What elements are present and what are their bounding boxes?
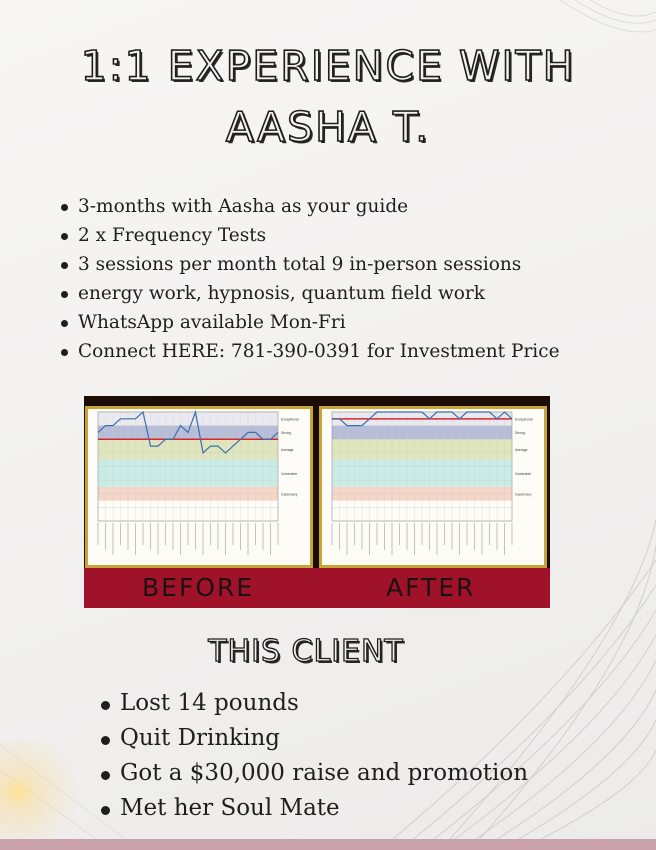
zone-label: Exceptional [515,417,533,422]
comparison-label-bar [84,568,550,608]
result-item: Met her Soul Mate [120,791,528,826]
feature-item: 3-months with Aasha as your guide [78,192,560,221]
zone-label: Cautionary [515,492,532,497]
page-title-line-2: AASHA T. [225,103,431,151]
after-label: AFTER [386,573,476,602]
client-results-list [98,686,528,826]
zone-label: Average [515,447,528,452]
after-frequency-chart [322,409,544,565]
before-after-comparison [84,396,550,608]
feature-list [56,192,560,366]
feature-item: 3 sessions per month total 9 in-person sessions [78,250,560,279]
zone-label: Exceptional [281,417,299,422]
feature-item: energy work, hypnosis, quantum field work [78,279,560,308]
zone-label: Average [281,447,294,452]
result-item: Quit Drinking [120,721,528,756]
page-title-line-1: 1:1 EXPERIENCE WITH [80,42,576,90]
feature-item: 2 x Frequency Tests [78,221,560,250]
zone-label: Vulnerable [515,471,532,476]
bottom-accent-band [0,839,656,850]
zone-label: Cautionary [281,492,298,497]
result-item: Lost 14 pounds [120,686,528,721]
zone-label: Strong [281,430,291,435]
client-heading: THIS CLIENT [208,634,404,669]
feature-item-contact: Connect HERE: 781-390-0391 for Investment Price [78,337,560,366]
before-label: BEFORE [142,573,255,602]
gold-sparkle-decoration [0,740,110,850]
before-chart-panel [85,406,313,568]
zone-label: Strong [515,430,525,435]
feature-item: WhatsApp available Mon-Fri [78,308,560,337]
before-frequency-chart [88,409,310,565]
result-item: Got a $30,000 raise and promotion [120,756,528,791]
zone-label: Vulnerable [281,471,298,476]
after-chart-panel [319,406,547,568]
